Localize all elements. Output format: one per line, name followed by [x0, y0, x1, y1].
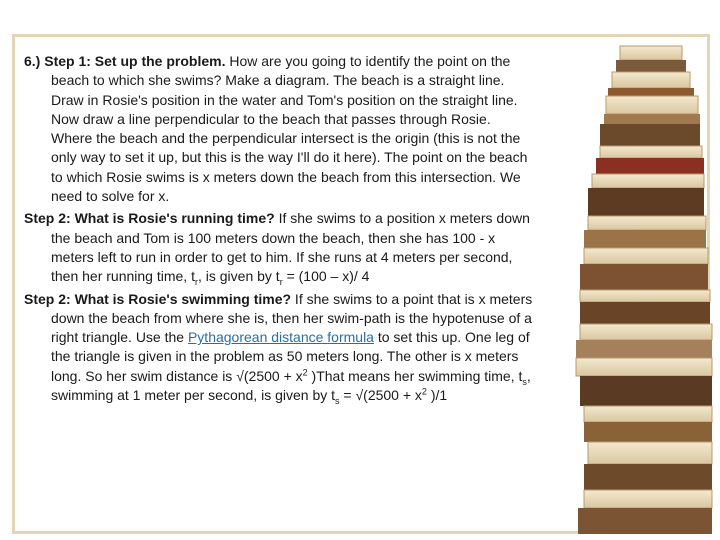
book-5 — [576, 302, 712, 376]
book-1 — [608, 46, 694, 96]
pythagorean-distance-link[interactable]: Pythagorean distance formula — [187, 329, 374, 346]
step2-swimming-body: , swimming at 1 meter per second, is given by t — [51, 367, 531, 404]
swimming-time-formula: = √(2500 + x — [339, 387, 422, 404]
book-4 — [580, 230, 710, 302]
book-2 — [600, 96, 702, 158]
step2-running-body: , is given by t — [197, 268, 280, 285]
step2-swimming-body: If she swims to a point that is x meters down the beach from where she is, then her swim-path is the hypotenuse of a right triangle. Use the — [51, 290, 533, 346]
subscript-r: r — [279, 277, 283, 288]
book-8 — [578, 508, 712, 534]
step2-swimming-body: )That means her swimming time, t — [307, 367, 523, 384]
subscript-s: s — [522, 376, 527, 387]
book-6 — [580, 376, 712, 442]
subscript-r: r — [194, 277, 198, 288]
step2-running-heading: Step 2: What is Rosie's running time? — [24, 210, 275, 227]
superscript-2: 2 — [421, 386, 427, 397]
step1-paragraph — [24, 52, 534, 206]
step1-body: How are you going to identify the point on the beach to which she swims? Make a diagram. The beach is a straight line. Draw in Rosie's position in the water and Tom's position on the straight line. Now draw a line perpendicular to the beach that passes through Rosie. Where the beach and the perpendicular intersect is the origin (this is not the only way to set it up, but this is the way I'll do it here). The point on the beach to which Rosie swims is x meters down the beach from this intersection. We need to solve for x. — [51, 53, 528, 205]
superscript-2: 2 — [302, 367, 308, 378]
book-7 — [584, 442, 712, 508]
swimming-time-formula: )/1 — [426, 387, 448, 404]
subscript-s: s — [335, 395, 340, 406]
running-time-formula: = (100 – x)/ 4 — [282, 268, 370, 285]
step2-swimming-heading: Step 2: What is Rosie's swimming time? — [24, 290, 292, 307]
step2-swimming-body: to set this up. One leg of the triangle is given in the problem as 50 meters long. The other is x meters long. So her swim distance is √(2500 + x — [51, 329, 530, 384]
step1-heading: 6.) Step 1: Set up the problem. — [24, 53, 226, 69]
content-text — [24, 52, 534, 408]
step2-running-paragraph — [24, 209, 534, 286]
book-3 — [588, 158, 706, 230]
step2-swimming-paragraph — [24, 290, 534, 406]
step2-running-body: If she swims to a position x meters down the beach and Tom is 100 meters down the beach, then she has 100 - x meters left to run in order to get to him. If she runs at 4 meters per second, then her running time, t — [51, 210, 530, 285]
